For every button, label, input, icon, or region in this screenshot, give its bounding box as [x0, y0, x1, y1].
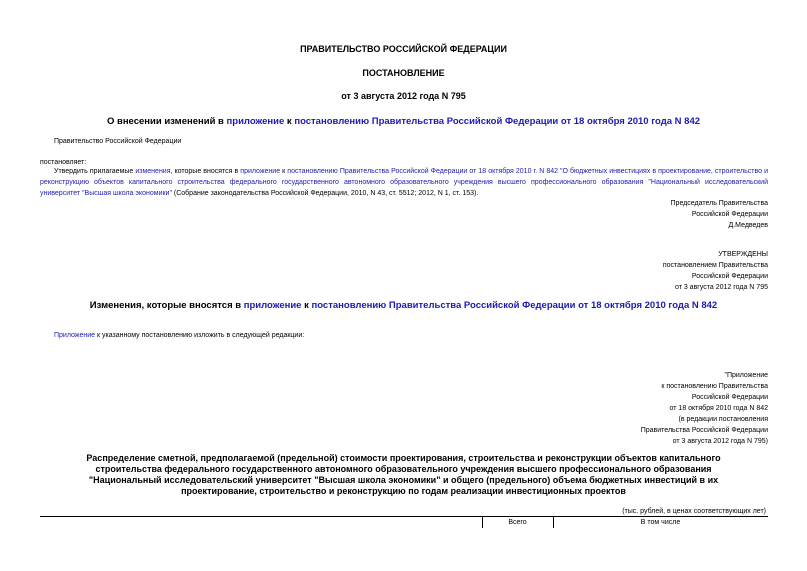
- change-text: [54, 330, 304, 341]
- column-total-header: Всего: [508, 519, 527, 526]
- appendix-line-4: от 18 октября 2010 года N 842: [669, 405, 768, 412]
- document-type: ПОСТАНОВЛЕНИЕ: [362, 68, 445, 78]
- resolution-paragraph: [40, 166, 768, 199]
- appendix-line-6: Правительства Российской Федерации: [640, 427, 768, 434]
- signature-block: [400, 198, 768, 231]
- title-prefix: О внесении изменений в: [106, 116, 227, 127]
- appendix-line-2: к постановлению Правительства: [661, 383, 768, 390]
- paragraph-start: Утвердить прилагаемые: [54, 168, 136, 175]
- government-name: ПРАВИТЕЛЬСТВО РОССИЙСКОЙ ФЕДЕРАЦИИ: [300, 44, 507, 54]
- changes-title-link-resolution[interactable]: постановлению Правительства Российской Федерации от 18 октября 2010 года N 842: [311, 300, 718, 311]
- paragraph-mid-2: к: [280, 168, 288, 175]
- paragraph-mid-1: , которые вносятся в: [170, 168, 241, 175]
- appendix-block: [400, 370, 768, 447]
- government-label: Правительство Российской Федерации: [54, 138, 182, 145]
- changes-title-link-appendix[interactable]: приложение: [243, 300, 302, 311]
- appendix-line-5: (в редакции постановления: [678, 416, 768, 423]
- appendix-line-1: "Приложение: [724, 372, 768, 379]
- appendix-line-3: Российской Федерации: [691, 394, 768, 401]
- approved-heading: УТВЕРЖДЕНЫ: [718, 251, 768, 258]
- title-link-resolution[interactable]: постановлению Правительства Российской Федерации от 18 октября 2010 года N 842: [294, 116, 701, 127]
- approved-line-4: от 3 августа 2012 года N 795: [674, 284, 768, 291]
- appendix-line-7: от 3 августа 2012 года N 795): [672, 438, 768, 445]
- distribution-title: Распределение сметной, предполагаемой (предельной) стоимости проектирования, строительства и реконструкции объектов капитального строительства федерального государственного автономного образовательного учреждения высшего профессионального образования "Национальный исследовательский университет "Высшая школа экономики" и общего (предельного) объема бюджетных инвестиций в их проектирование, строительство и реконструкцию по годам реализации инвестиционных проектов: [86, 453, 721, 496]
- decides-label: постановляет:: [40, 159, 87, 166]
- signature-position: Председатель Правительства: [670, 200, 768, 207]
- changes-title-prefix: Изменения, которые вносятся в: [89, 300, 244, 311]
- table-units: (тыс. рублей, в ценах соответствующих лет): [622, 508, 766, 515]
- document-date: от 3 августа 2012 года N 795: [341, 91, 466, 101]
- changes-link[interactable]: изменения: [135, 168, 171, 175]
- changes-title-middle: к: [301, 300, 312, 311]
- document-title: [0, 116, 807, 127]
- signature-name: Д.Медведев: [728, 222, 768, 229]
- resolution-link[interactable]: постановлению Правительства Российской Федерации от 18 октября 2010 г. N 842 "О бюджетных инвестициях в проектирование, строительство и реконструкцию объектов капитального строительства федерального государственного автономного образовательного учреждения высшего профессионального образования "Национальный исследовательский университет "Высшая школа экономики": [40, 168, 768, 197]
- column-including-header: В том числе: [640, 519, 681, 526]
- change-appendix-link[interactable]: Приложение: [54, 332, 96, 339]
- changes-title: [0, 300, 807, 311]
- approved-line-2: постановлением Правительства: [662, 262, 768, 269]
- approved-line-3: Российской Федерации: [691, 273, 768, 280]
- appendix-link[interactable]: приложение: [240, 168, 281, 175]
- change-text-rest: к указанному постановлению изложить в следующей редакции:: [95, 332, 305, 339]
- title-link-appendix[interactable]: приложение: [226, 116, 285, 127]
- approved-block: [400, 249, 768, 293]
- signature-country: Российской Федерации: [691, 211, 768, 218]
- paragraph-end: (Собрание законодательства Российской Федерации, 2010, N 43, ст. 5512; 2012, N 1, ст. 153).: [171, 190, 479, 197]
- title-middle: к: [284, 116, 295, 127]
